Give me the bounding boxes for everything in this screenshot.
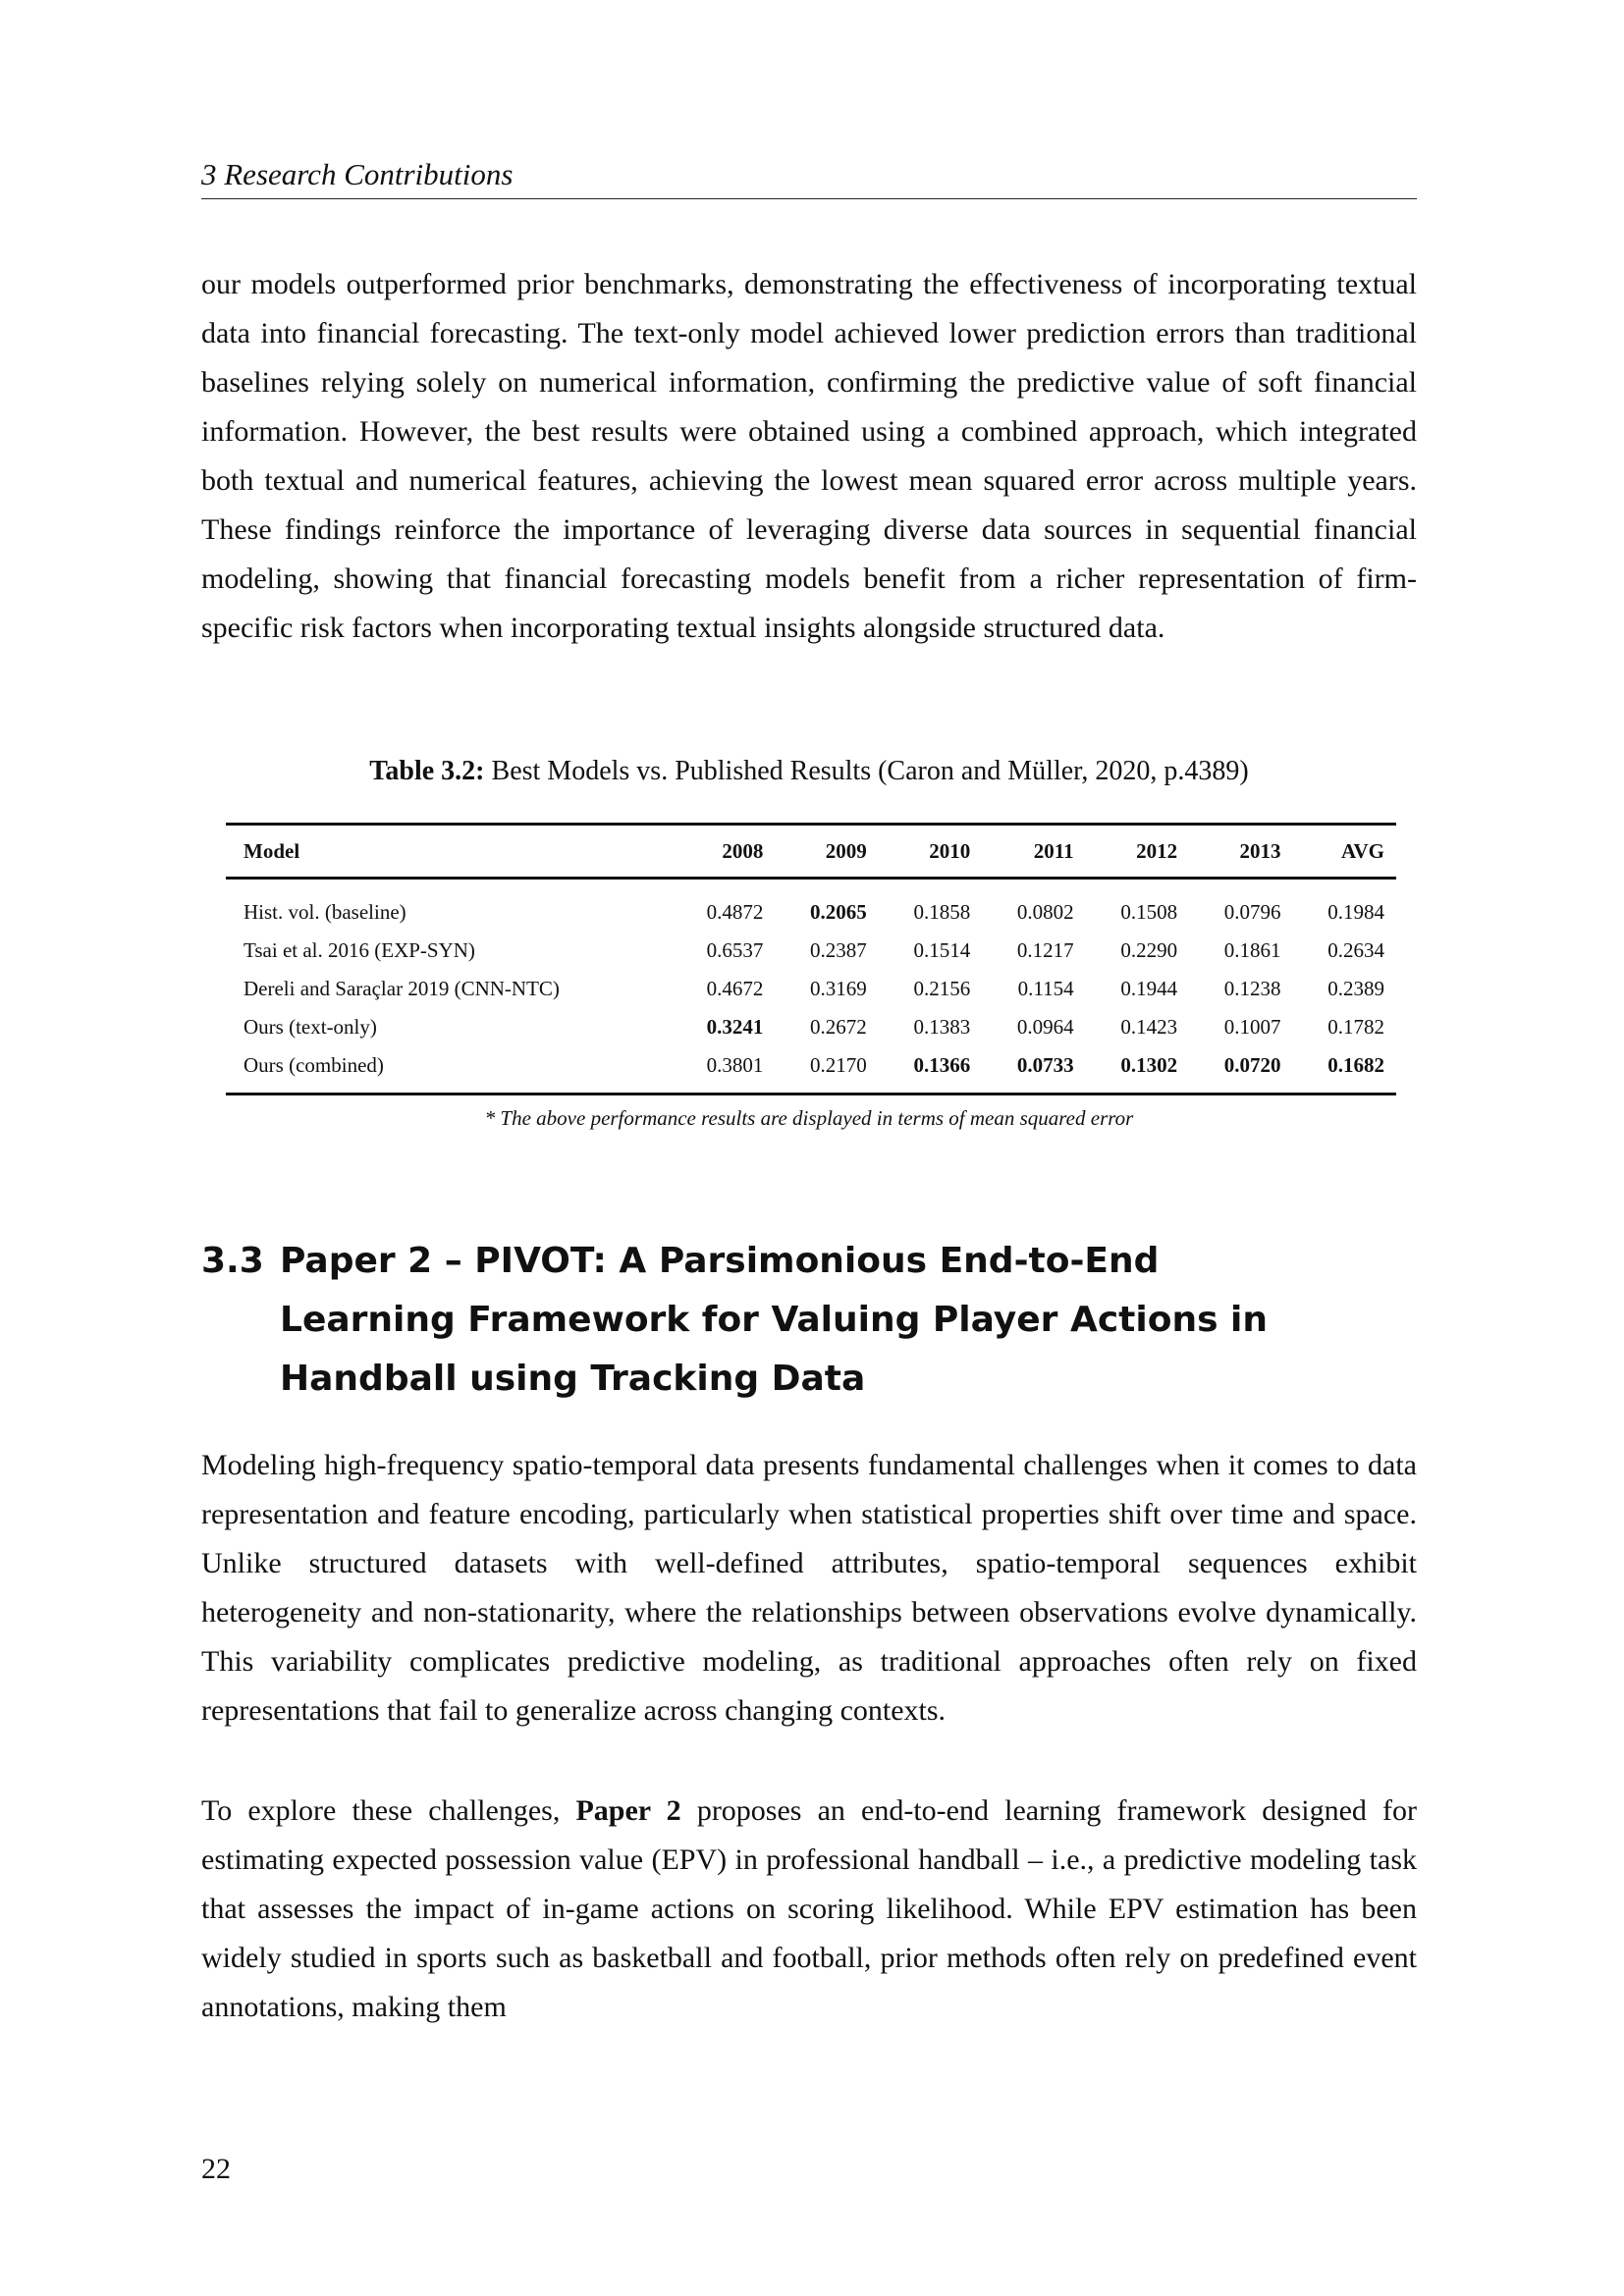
header-2012: 2012 [1136,838,1178,863]
cell-value: 0.1984 [1327,900,1384,924]
results-table [226,823,1396,1095]
cell-value: 0.0964 [1016,1015,1074,1039]
header-2013: 2013 [1239,838,1281,863]
table-caption-label: Table 3.2: [369,756,485,786]
section-title: Paper 2 – PIVOT: A Parsimonious End-to-End Learning Framework for Valuing Player Actions in Handball using Tracking Data [280,1241,1269,1399]
section-heading [201,1232,1417,1409]
cell-value: 0.1423 [1120,1015,1178,1039]
cell-value-best: 0.1682 [1327,1053,1384,1077]
cell-value: 0.0796 [1223,900,1281,924]
header-avg: AVG [1341,838,1384,863]
cell-value: 0.1383 [913,1015,971,1039]
cell-value: 0.1217 [1016,938,1074,962]
cell-value: 0.1238 [1223,977,1281,1000]
running-head: 3 Research Contributions [201,157,1417,199]
table-row [226,932,1396,970]
cell-value-best: 0.1302 [1120,1053,1178,1077]
cell-value: 0.6537 [706,938,764,962]
paragraph-explore-suffix: proposes an end-to-end learning framework designed for estimating expected possession value (EPV) in professional handball – i.e., a predictive modeling task that assesses the impact of in-game actions on scoring likelihood. While EPV estimation has been widely studied in sports such as basketball and football, prior methods often rely on predefined event annotations, making them [201,1794,1418,2023]
cell-value-best: 0.0733 [1016,1053,1074,1077]
cell-value-best: 0.1366 [913,1053,971,1077]
paragraph-modeling: Modeling high-frequency spatio-temporal data presents fundamental challenges when it comes to data representation and feature encoding, particularly when statistical properties shift over time and space. Unlike structured datasets with well-defined attributes, spatio-temporal sequences exhibit heterogeneity and non-stationarity, where the relationships between observations evolve dynamically. This variability complicates predictive modeling, as traditional approaches often rely on fixed representations that fail to generalize across changing contexts. [201,1449,1417,1727]
cell-value: 0.1858 [913,900,971,924]
page-number: 22 [201,2153,231,2185]
cell-model: Ours (text-only) [244,1015,377,1039]
cell-value: 0.1944 [1120,977,1178,1000]
cell-value: 0.1154 [1017,977,1074,1000]
cell-value: 0.2170 [810,1053,867,1077]
paragraph-explore [201,1787,1417,2032]
cell-value: 0.1514 [913,938,971,962]
table-row [226,970,1396,1008]
cell-value: 0.3169 [810,977,867,1000]
cell-value: 0.4872 [706,900,764,924]
cell-value: 0.1007 [1223,1015,1281,1039]
cell-value: 0.2290 [1120,938,1178,962]
header-2008: 2008 [722,838,764,863]
cell-value: 0.1861 [1223,938,1281,962]
paper-reference-bold: Paper 2 [575,1794,681,1827]
cell-value: 0.1508 [1120,900,1178,924]
cell-value: 0.0802 [1016,900,1074,924]
cell-model: Hist. vol. (baseline) [244,900,406,924]
cell-value-best: 0.0720 [1223,1053,1281,1077]
table-row [226,1046,1396,1095]
cell-model: Ours (combined) [244,1053,384,1077]
cell-model: Tsai et al. 2016 (EXP-SYN) [244,938,475,962]
table-row [226,879,1396,933]
header-2009: 2009 [825,838,867,863]
table-footnote: * The above performance results are displayed in terms of mean squared error [484,1106,1134,1130]
cell-value: 0.3801 [706,1053,764,1077]
cell-value: 0.2672 [810,1015,867,1039]
table-header-row [226,825,1396,879]
section-number: 3.3 [201,1241,264,1281]
header-2010: 2010 [929,838,971,863]
cell-value: 0.2389 [1327,977,1384,1000]
cell-model: Dereli and Saraçlar 2019 (CNN-NTC) [244,977,560,1000]
cell-value: 0.2387 [810,938,867,962]
cell-value: 0.2156 [913,977,971,1000]
cell-value-best: 0.2065 [810,900,867,924]
paragraph-explore-prefix: To explore these challenges, [201,1794,576,1827]
cell-value: 0.1782 [1327,1015,1384,1039]
table-caption-text: Best Models vs. Published Results (Caron and Müller, 2020, p.4389) [484,756,1249,786]
header-model: Model [244,838,300,863]
cell-value: 0.4672 [706,977,764,1000]
cell-value-best: 0.3241 [706,1015,764,1039]
paragraph-intro: our models outperformed prior benchmarks, demonstrating the effectiveness of incorporating textual data into financial forecasting. The text-only model achieved lower prediction errors than traditional baselines relying solely on numerical information, confirming the predictive value of soft financial information. However, the best results were obtained using a combined approach, which integrated both textual and numerical features, achieving the lowest mean squared error across multiple years. These findings reinforce the importance of leveraging diverse data sources in sequential financial modeling, showing that financial forecasting models benefit from a richer representation of firm-specific risk factors when incorporating textual insights alongside structured data. [201,268,1417,644]
header-2011: 2011 [1033,838,1074,863]
cell-value: 0.2634 [1327,938,1384,962]
table-row [226,1008,1396,1046]
table-caption [201,756,1417,787]
